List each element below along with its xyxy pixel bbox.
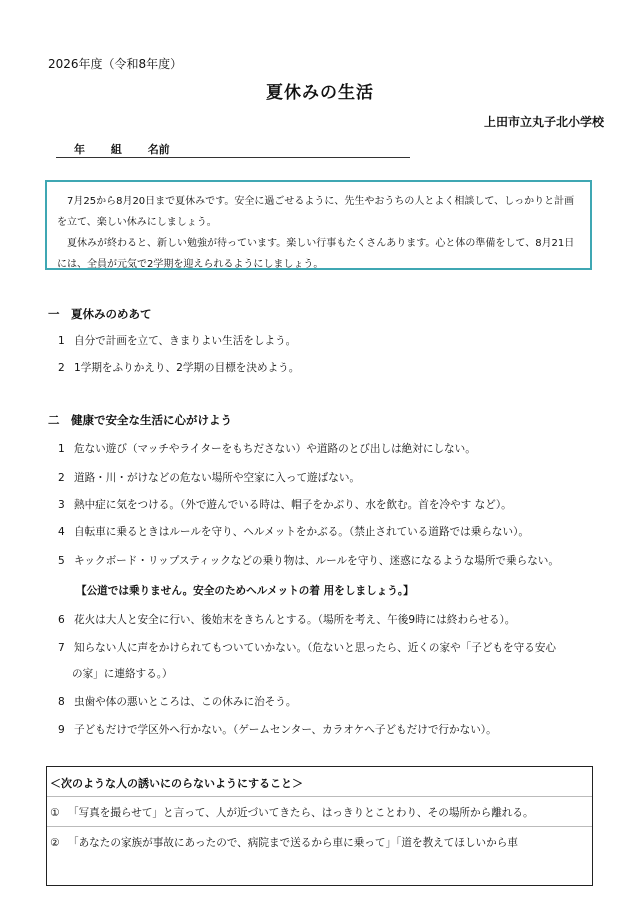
list-item: 2 道路・川・がけなどの危ない場所や空家に入って遊ばない。 [58,472,361,484]
divider [47,826,592,827]
list-item: 6 花火は大人と安全に行い、後始末をきちんとする。（場所を考え、午後9時には終わらせる）。 [58,614,516,626]
section-1-heading: 一 夏休みのめあて [48,307,152,321]
list-item: 3 熱中症に気をつける。（外で遊んでいる時は、帽子をかぶり、水を飲む。首を冷やす など）。 [58,499,512,511]
list-item: 7 知らない人に声をかけられてもついていかない。（危ないと思ったら、近くの家や「子どもを守る安心 [58,642,557,654]
list-item: 8 虫歯や体の悪いところは、この休みに治そう。 [58,696,297,708]
name-label: 名前 [147,143,170,156]
page-title: 夏休みの生活 [266,83,374,103]
divider [47,796,592,797]
intro-paragraph-2: 夏休みが終わると、新しい勉強が待っています。楽しい行事もたくさんあります。心と体の準備をして、8月21日には、全員が元気で2学期を迎えられるようにしましょう。 [57,238,575,270]
list-item: 9 子どもだけで学区外へ行かない。（ゲームセンター、カラオケへ子どもだけで行かない）。 [58,724,497,736]
section-2-heading: 二 健康で安全な生活に心がけよう [48,413,232,427]
list-item-continuation: の家」に連絡する。） [72,668,173,680]
list-item: 1 危ない遊び（マッチやライターをもちださない）や道路のとび出しは絶対にしない。 [58,443,476,455]
caution-item: ① 「写真を撮らせて」と言って、人が近づいてきたら、はっきりとことわり、その場所から離れる。 [50,807,534,819]
caution-box-heading: ＜次のような人の誘いにのらないようにすること＞ [50,777,303,790]
list-item: 2 1学期をふりかえり、2学期の目標を決めよう。 [58,362,300,374]
grade-label: 年 [74,143,85,156]
intro-box [45,180,592,270]
caution-item: ② 「あなたの家族が事故にあったので、病院まで送るから車に乗って」「道を教えてほしいから車 [50,837,518,849]
safety-notice: 【公道では乗りません。安全のためヘルメットの着 用をしましょう。】 [76,585,414,597]
list-item: 4 自転車に乗るときはルールを守り、ヘルメットをかぶる。（禁止されている道路では乗らない）。 [58,526,529,538]
fiscal-year: 2026年度（令和8年度） [48,57,183,71]
list-item: 5 キックボード・リップスティックなどの乗り物は、ルールを守り、迷惑になるような場所で乗らない。 [58,555,559,567]
school-name: 上田市立丸子北小学校 [483,115,604,129]
list-item: 1 自分で計画を立て、きまりよい生活をしよう。 [58,335,297,347]
class-label: 組 [110,143,122,156]
intro-paragraph-1: 7月25から8月20日まで夏休みです。安全に過ごせるように、先生やおうちの人とよく相談して、しっかりと計画を立て、楽しい休みにしましょう。 [57,196,575,228]
name-field-line[interactable] [56,141,410,158]
